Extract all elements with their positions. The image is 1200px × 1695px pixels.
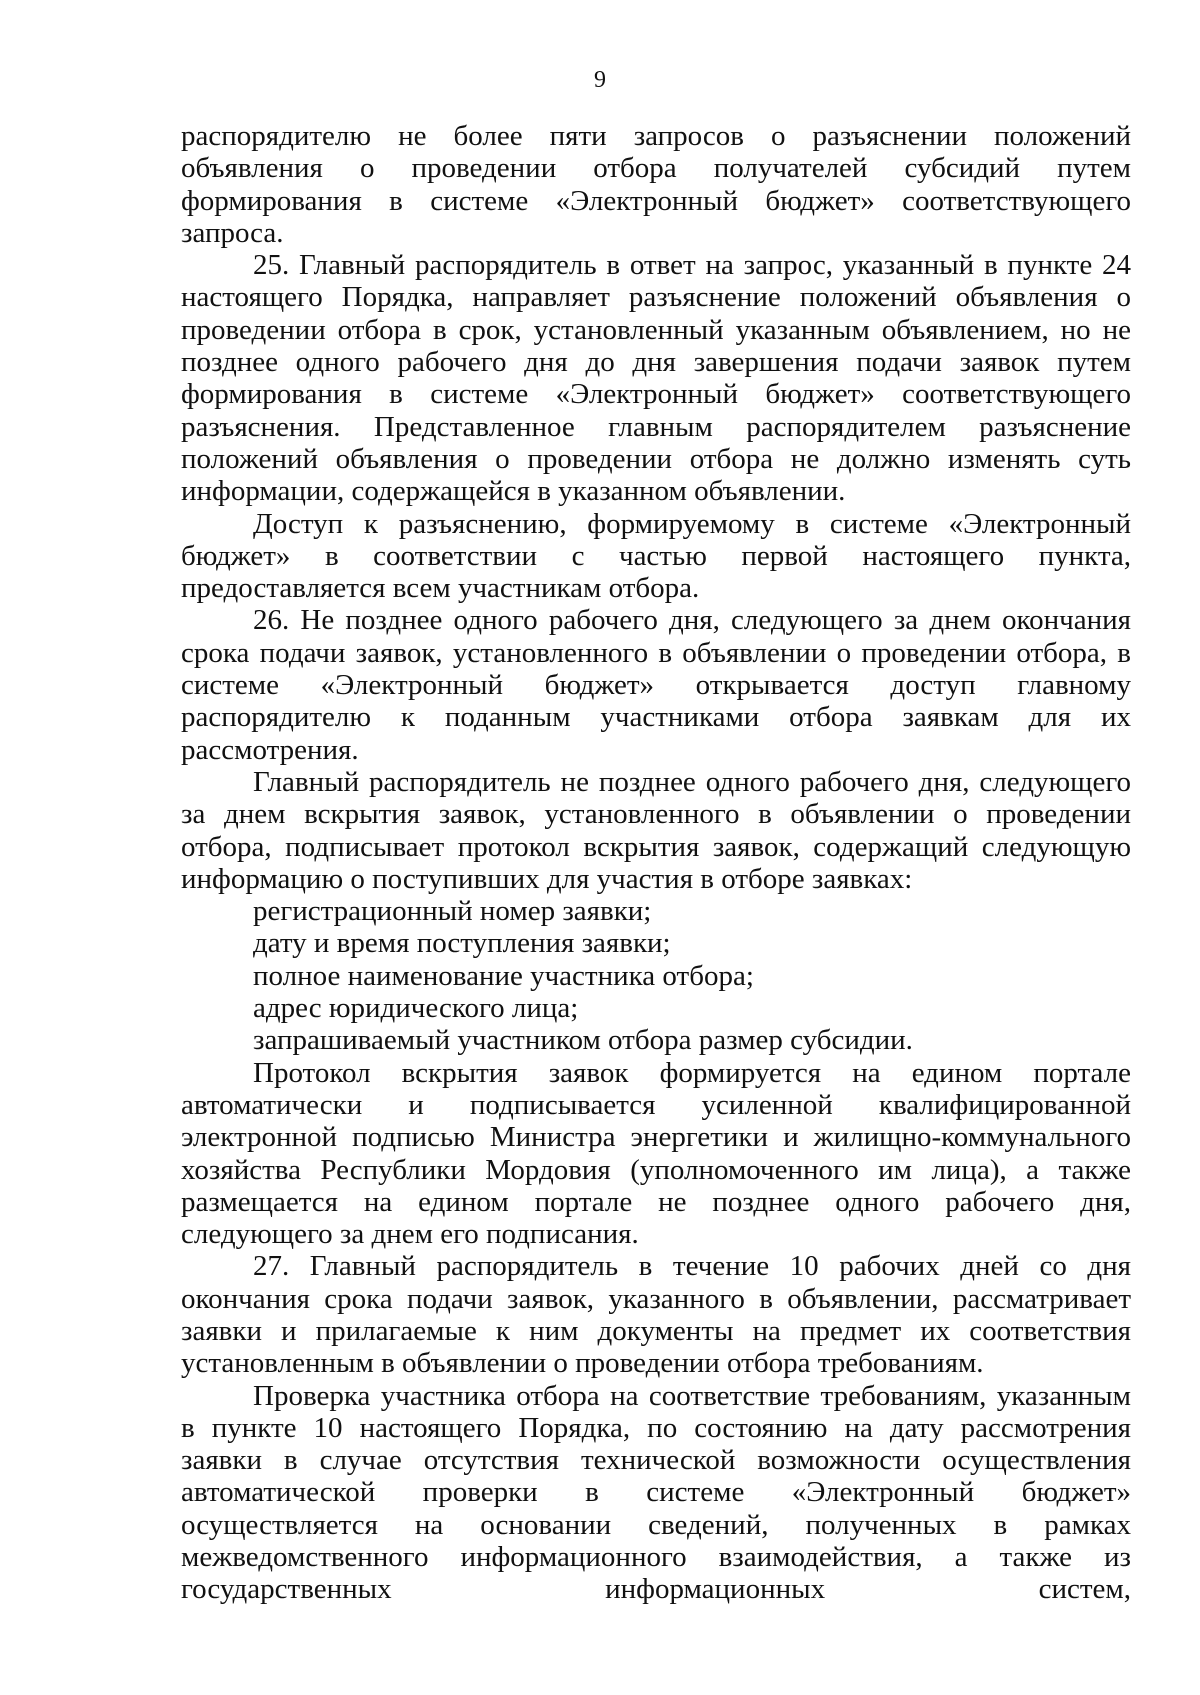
- document-body: [181, 120, 1131, 1606]
- list-item-legal-address: адрес юридического лица;: [253, 992, 579, 1025]
- page-number: 9: [594, 67, 606, 93]
- paragraph-item-27: 27. Главный распорядитель в течение 10 рабочих дней со дня окончания срока подачи заявок, указанного в объявлении, рассматривает заявки и прилагаемые к ним документы на предмет их соответствия установленным в объявлении о проведении отбора требованиям.: [181, 1250, 1131, 1380]
- paragraph-protocol-formation: Протокол вскрытия заявок формируется на едином портале автоматически и подписывается усиленной квалифицированной электронной подписью Министра энергетики и жилищно-коммунального хозяйства Республики Мордовия (уполномоченного им лица), а также размещается на едином портале не позднее одного рабочего дня, следующего за днем его подписания.: [181, 1056, 1131, 1251]
- paragraph-participant-check: Проверка участника отбора на соответствие требованиям, указанным в пункте 10 настоящего Порядка, по состоянию на дату рассмотрения заявки в случае отсутствия технической возможности осуществления автоматической проверки в системе «Электронный бюджет» осуществляется на основании сведений, полученных в рамках межведомственного информационного взаимодействия, а также из государственных информационных систем,: [181, 1379, 1131, 1606]
- paragraph-continuation: распорядителю не более пяти запросов о разъяснении положений объявления о проведении отбора получателей субсидий путем формирования в системе «Электронный бюджет» соответствующего запроса.: [181, 120, 1131, 249]
- list-item-registration-number: регистрационный номер заявки;: [253, 895, 652, 928]
- paragraph-clarification-access: Доступ к разъяснению, формируемому в системе «Электронный бюджет» в соответствии с частью первой настоящего пункта, предоставляется всем участникам отбора.: [181, 507, 1131, 605]
- paragraph-item-26: 26. Не позднее одного рабочего дня, следующего за днем окончания срока подачи заявок, установленного в объявлении о проведении отбора, в системе «Электронный бюджет» открывается доступ главному распорядителю к поданным участниками отбора заявкам для их рассмотрения.: [181, 604, 1131, 766]
- list-item-participant-name: полное наименование участника отбора;: [253, 959, 754, 992]
- paragraph-item-25: 25. Главный распорядитель в ответ на запрос, указанный в пункте 24 настоящего Порядка, направляет разъяснение положений объявления о проведении отбора в срок, установленный указанным объявлением, но не позднее одного рабочего дня до дня завершения подачи заявок путем формирования в системе «Электронный бюджет» соответствующего разъяснения. Представленное главным распорядителем разъяснение положений объявления о проведении отбора не должно изменять суть информации, содержащейся в указанном объявлении.: [181, 249, 1131, 508]
- paragraph-protocol-signing: Главный распорядитель не позднее одного рабочего дня, следующего за днем вскрытия заявок, установленного в объявлении о проведении отбора, подписывает протокол вскрытия заявок, содержащий следующую информацию о поступивших для участия в отборе заявках:: [181, 765, 1131, 895]
- list-item-receipt-datetime: дату и время поступления заявки;: [253, 927, 671, 960]
- list-item-requested-subsidy: запрашиваемый участником отбора размер субсидии.: [253, 1024, 913, 1057]
